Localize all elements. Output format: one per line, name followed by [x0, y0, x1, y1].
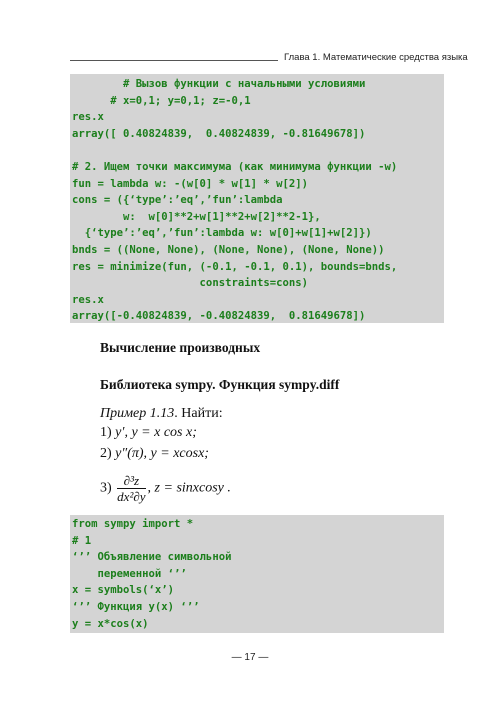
code-line: ‘’’ Объявление символьной	[72, 551, 232, 564]
code-block-1	[70, 74, 444, 323]
item-expression: y″(π), y = xcosx;	[115, 446, 209, 461]
item-number: 1)	[100, 425, 112, 440]
code-line: y = x*cos(x)	[72, 617, 149, 630]
section-heading-derivatives: Вычисление производных	[100, 340, 261, 355]
example-item-3	[100, 473, 231, 504]
code-line: fun = lambda w: -(w[0] * w[1] * w[2])	[72, 177, 308, 190]
code-line: w: w[0]**2+w[1]**2+w[2]**2-1},	[72, 210, 321, 223]
example-label: Пример 1.13	[100, 406, 175, 421]
code-line: # 1	[72, 534, 92, 547]
code-line: res = minimize(fun, (-0.1, -0.1, 0.1), bounds=bnds,	[72, 260, 398, 273]
code-line: bnds = ((None, None), (None, None), (None, None))	[72, 243, 385, 256]
fraction-denominator: dx²∂y	[117, 489, 146, 504]
code-line: from sympy import *	[72, 518, 194, 530]
code-line: x = symbols(‘x’)	[72, 584, 175, 597]
code-line: res.x	[72, 293, 104, 306]
item-number: 2)	[100, 446, 112, 461]
example-rest: . Найти:	[174, 406, 223, 421]
code-line: переменной ‘’’	[72, 567, 187, 580]
code-block-2	[70, 515, 444, 633]
running-header: Глава 1. Математические средства языка	[284, 52, 468, 63]
code-line: constraints=cons)	[72, 277, 308, 290]
example-item-2	[100, 446, 209, 462]
code-line: res.x	[72, 111, 104, 124]
fraction-numerator: ∂³z	[117, 473, 145, 489]
section-heading-library: Библиотека sympy. Функция sympy.diff	[100, 377, 340, 392]
header-rule	[70, 60, 278, 61]
code-line: {‘type’:’eq’,’fun’:lambda w: w[0]+w[1]+w[2]})	[72, 227, 372, 240]
item-expression: , z = sinxcosy .	[147, 480, 231, 496]
code-line: array([-0.40824839, -0.40824839, 0.81649678])	[72, 310, 366, 323]
item-expression: y′, y = x cos x;	[115, 425, 197, 440]
page-number: — 17 —	[231, 652, 269, 663]
item-number: 3)	[100, 480, 112, 496]
code-line: cons = ({‘type’:’eq’,’fun’:lambda	[72, 194, 283, 207]
partial-derivative-fraction	[117, 473, 145, 504]
example-title	[100, 406, 223, 422]
code-line: ‘’’ Функция y(x) ‘’’	[72, 600, 200, 613]
code-line: # 2. Ищем точки максимума (как минимума функции -w)	[72, 160, 398, 173]
code-line	[72, 142, 444, 159]
code-line: array([ 0.40824839, 0.40824839, -0.81649678])	[72, 127, 366, 140]
example-item-1	[100, 425, 197, 441]
code-line: # Вызов функции с начальными условиями	[72, 78, 366, 90]
code-line: # x=0,1; y=0,1; z=-0,1	[72, 94, 251, 107]
